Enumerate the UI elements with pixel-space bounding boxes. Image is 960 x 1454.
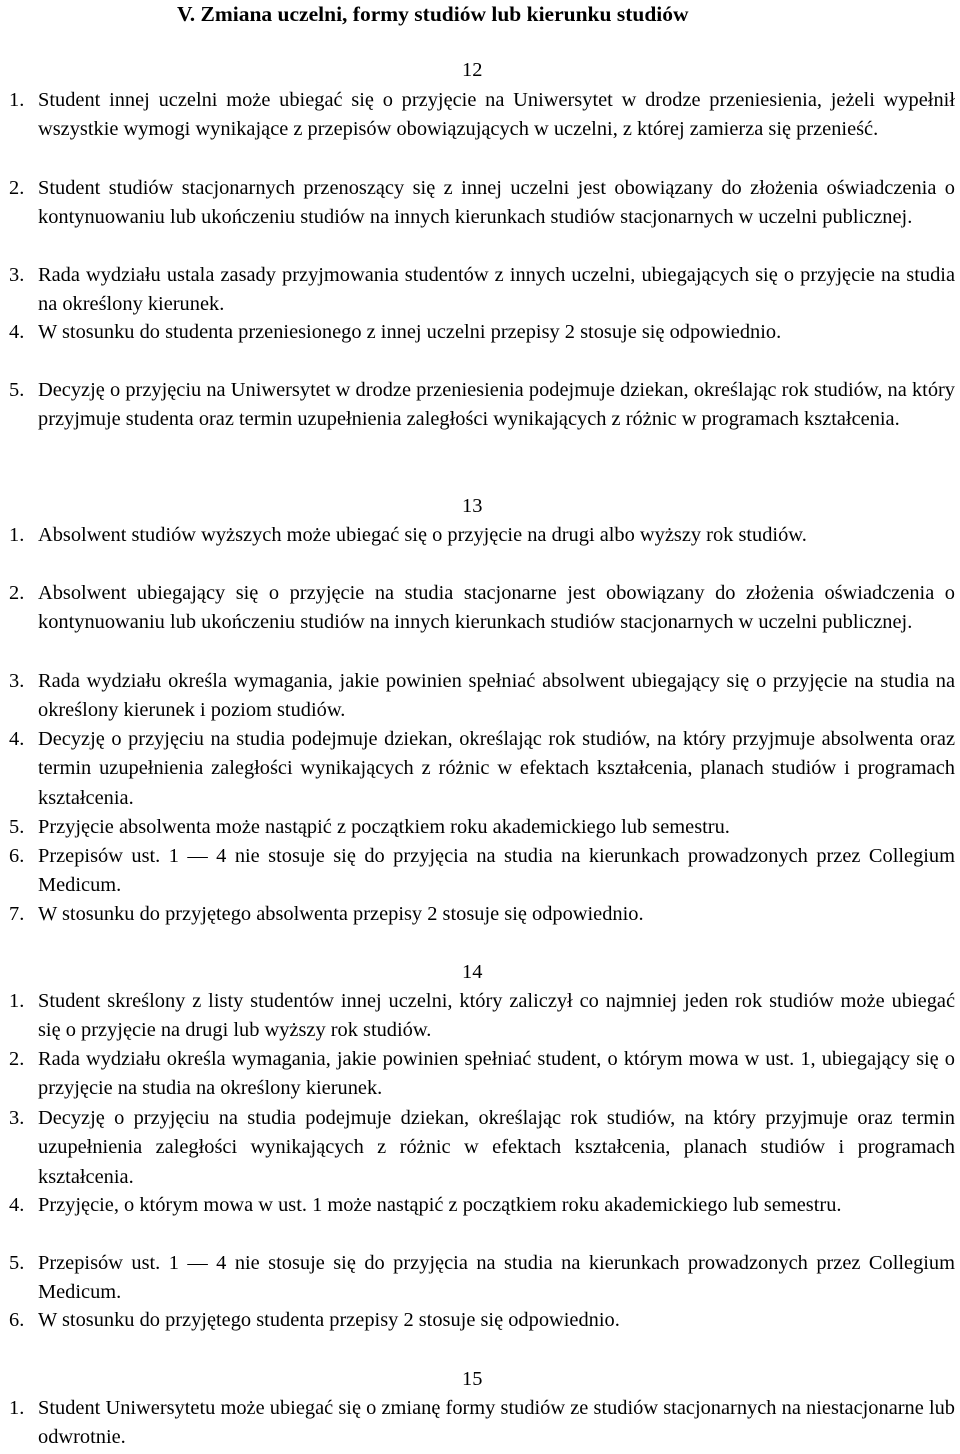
paragraph-14-1 — [9, 987, 955, 1046]
paragraph-text: Przyjęcie absolwenta może nastąpić z początkiem roku akademickiego lub semestru. — [38, 816, 730, 838]
paragraph-number: 4. — [9, 1194, 25, 1216]
paragraph-number: 4. — [9, 321, 25, 343]
section-mark-15: 15 — [462, 1368, 483, 1390]
paragraph-text: Decyzję o przyjęciu na Uniwersytet w drodze przeniesienia podejmuje dziekan, określając rok studiów, na który przyjmuje studenta oraz termin uzupełnienia zaległości wynikających z różnic w programach kształcenia. — [38, 379, 955, 431]
paragraph-text: Przepisów ust. 1 — 4 nie stosuje się do przyjęcia na studia na kierunkach prowadzonych przez Collegium Medicum. — [38, 1252, 955, 1304]
paragraph-number: 2. — [9, 1048, 25, 1070]
paragraph-12-2 — [9, 174, 955, 233]
paragraph-14-6 — [9, 1306, 955, 1335]
paragraph-number: 5. — [9, 816, 25, 838]
chapter-heading: V. Zmiana uczelni, formy studiów lub kierunku studiów — [177, 2, 689, 26]
paragraph-13-4 — [9, 725, 955, 813]
paragraph-text: Decyzję o przyjęciu na studia podejmuje dziekan, określając rok studiów, na który przyjmuje oraz termin uzupełnienia zaległości wynikających z różnic w efektach kształcenia, planach studiów i programach kształcenia. — [38, 1107, 955, 1188]
paragraph-number: 5. — [9, 379, 25, 401]
paragraph-number: 1. — [9, 990, 25, 1012]
paragraph-number: 6. — [9, 845, 25, 867]
paragraph-14-3 — [9, 1104, 955, 1192]
paragraph-number: 6. — [9, 1309, 25, 1331]
paragraph-text: Rada wydziału określa wymagania, jakie powinien spełniać student, o którym mowa w ust. 1, ubiegający się o przyjęcie na studia na określony kierunek. — [38, 1048, 955, 1100]
paragraph-text: W stosunku do studenta przeniesionego z innej uczelni przepisy 2 stosuje się odpowiednio. — [38, 321, 782, 343]
paragraph-13-2 — [9, 579, 955, 638]
paragraph-text: Student Uniwersytetu może ubiegać się o zmianę formy studiów ze studiów stacjonarnych na niestacjonarne lub odwrotnie. — [38, 1397, 955, 1449]
paragraph-number: 3. — [9, 670, 25, 692]
paragraph-text: Student skreślony z listy studentów innej uczelni, który zaliczył co najmniej jeden rok studiów może ubiegać się o przyjęcie na drugi lub wyższy rok studiów. — [38, 990, 955, 1042]
paragraph-text: Rada wydziału określa wymagania, jakie powinien spełniać absolwent ubiegający się o przyjęcie na studia na określony kierunek i poziom studiów. — [38, 670, 955, 722]
paragraph-text: Student innej uczelni może ubiegać się o przyjęcie na Uniwersytet w drodze przeniesienia, jeżeli wypełnił wszystkie wymogi wynikające z przepisów obowiązujących w uczelni, z której zamierza się przenieść. — [38, 89, 955, 141]
paragraph-text: Student studiów stacjonarnych przenoszący się z innej uczelni jest obowiązany do złożenia oświadczenia o kontynuowaniu lub ukończeniu studiów na innych kierunkach studiów stacjonarnych w uczelni publicznej. — [38, 177, 955, 229]
paragraph-number: 1. — [9, 524, 25, 546]
paragraph-text: Przyjęcie, o którym mowa w ust. 1 może nastąpić z początkiem roku akademickiego lub semestru. — [38, 1194, 842, 1216]
paragraph-number: 3. — [9, 264, 25, 286]
paragraph-14-4 — [9, 1191, 955, 1220]
section-mark-12: 12 — [462, 59, 483, 81]
paragraph-text: Decyzję o przyjęciu na studia podejmuje dziekan, określając rok studiów, na który przyjmuje absolwenta oraz termin uzupełnienia zaległości wynikających z różnic w efektach kształcenia, planach studiów i programach kształcenia. — [38, 728, 955, 809]
paragraph-number: 1. — [9, 1397, 25, 1419]
paragraph-number: 7. — [9, 903, 25, 925]
paragraph-text: Rada wydziału ustala zasady przyjmowania studentów z innych uczelni, ubiegających się o przyjęcie na studia na określony kierunek. — [38, 264, 955, 316]
paragraph-13-3 — [9, 667, 955, 726]
paragraph-number: 5. — [9, 1252, 25, 1274]
paragraph-14-2 — [9, 1045, 955, 1104]
paragraph-12-4 — [9, 318, 955, 347]
paragraph-12-3 — [9, 261, 955, 320]
paragraph-text: W stosunku do przyjętego studenta przepisy 2 stosuje się odpowiednio. — [38, 1309, 620, 1331]
paragraph-number: 4. — [9, 728, 25, 750]
paragraph-13-5 — [9, 813, 955, 842]
paragraph-text: Przepisów ust. 1 — 4 nie stosuje się do przyjęcia na studia na kierunkach prowadzonych przez Collegium Medicum. — [38, 845, 955, 897]
section-mark-13: 13 — [462, 495, 483, 517]
paragraph-15-1 — [9, 1394, 955, 1453]
paragraph-number: 2. — [9, 582, 25, 604]
section-mark-14: 14 — [462, 961, 483, 983]
paragraph-13-6 — [9, 842, 955, 901]
paragraph-number: 1. — [9, 89, 25, 111]
paragraph-number: 3. — [9, 1107, 25, 1129]
paragraph-12-1 — [9, 86, 955, 145]
paragraph-number: 2. — [9, 177, 25, 199]
paragraph-text: Absolwent ubiegający się o przyjęcie na studia stacjonarne jest obowiązany do złożenia oświadczenia o kontynuowaniu lub ukończeniu studiów na innych kierunkach studiów stacjonarnych w uczelni publicznej. — [38, 582, 955, 634]
paragraph-13-1 — [9, 521, 955, 550]
paragraph-14-5 — [9, 1249, 955, 1308]
paragraph-text: W stosunku do przyjętego absolwenta przepisy 2 stosuje się odpowiednio. — [38, 903, 644, 925]
paragraph-13-7 — [9, 900, 955, 929]
paragraph-12-5 — [9, 376, 955, 435]
paragraph-text: Absolwent studiów wyższych może ubiegać się o przyjęcie na drugi albo wyższy rok studiów. — [38, 524, 807, 546]
